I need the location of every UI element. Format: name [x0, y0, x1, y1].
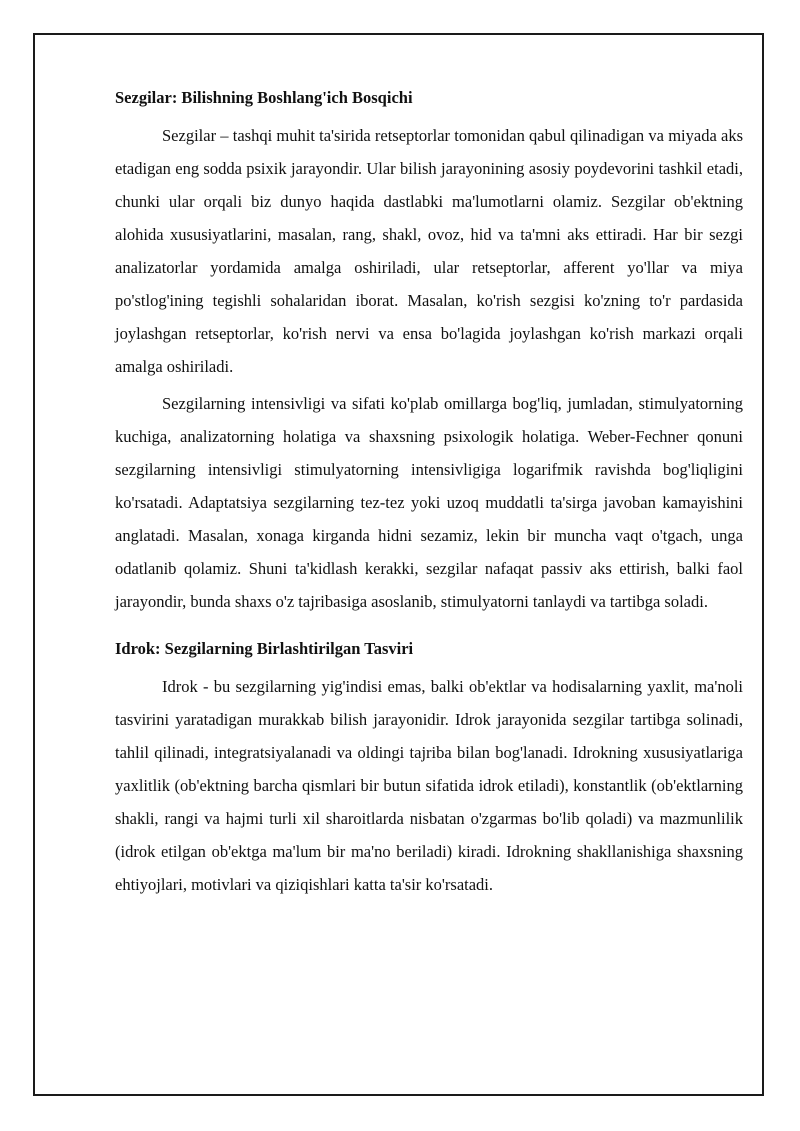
paragraph: Sezgilar – tashqi muhit ta'sirida retseptorlar tomonidan qabul qilinadigan va miyada aks etadigan eng sodda psixik jarayondir. Ular bilish jarayonining asosiy poydevorini tashkil etadi, chunki ular orqali biz dunyo haqida dastlabki ma'lumotlarni olamiz. Sezgilar ob'ektning alohida xususiyatlarini, masalan, rang, shakl, ovoz, hid va ta'mni aks ettiradi. Har bir sezgi analizatorlar yordamida amalga oshiriladi, ular retseptorlar, afferent yo'llar va miya po'stlog'ining tegishli sohalaridan iborat. Masalan, ko'rish sezgisi ko'zning to'r pardasida joylashgan retseptorlar, ko'rish nervi va ensa bo'lagida joylashgan ko'rish markazi orqali amalga oshiriladi.	[115, 126, 743, 376]
paragraph: Sezgilarning intensivligi va sifati ko'plab omillarga bog'liq, jumladan, stimulyatorning kuchiga, analizatorning holatiga va shaxsning psixologik holatiga. Weber-Fechner qonuni sezgilarning intensivligi stimulyatorning intensivligiga logarifmik ravishda bog'liqligini ko'rsatadi. Adaptatsiya sezgilarning tez-tez yoki uzoq muddatli ta'sirga javoban kamayishini anglatadi. Masalan, xonaga kirganda hidni sezamiz, lekin bir muncha vaqt o'tgach, unga odatlanib qolamiz. Shuni ta'kidlash kerakki, sezgilar nafaqat passiv aks ettirish, balki faol jarayondir, bunda shaxs o'z tajribasiga asoslanib, stimulyatorni tanlaydi va tartibga soladi.	[115, 394, 743, 611]
section-heading-idrok: Idrok: Sezgilarning Birlashtirilgan Tasviri	[115, 639, 414, 658]
document-body	[115, 86, 743, 905]
paragraph: Idrok - bu sezgilarning yig'indisi emas, balki ob'ektlar va hodisalarning yaxlit, ma'noli tasvirini yaratadigan murakkab bilish jarayonidir. Idrok jarayonida sezgilar tartibga solinadi, tahlil qilinadi, integratsiyalanadi va oldingi tajriba bilan bog'lanadi. Idrokning xususiyatlariga yaxlitlik (ob'ektning barcha qismlari bir butun sifatida idrok etiladi), konstantlik (ob'ektlarning shakli, rangi va hajmi turli xil sharoitlarda nisbatan o'zgarmas bo'lib qoladi) va mazmunlilik (idrok etilgan ob'ektga ma'lum bir ma'no beriladi) kiradi. Idrokning shakllanishiga shaxsning ehtiyojlari, motivlari va qiziqishlari katta ta'sir ko'rsatadi.	[115, 677, 743, 894]
section-heading-sezgilar: Sezgilar: Bilishning Boshlang'ich Bosqichi	[115, 88, 413, 107]
